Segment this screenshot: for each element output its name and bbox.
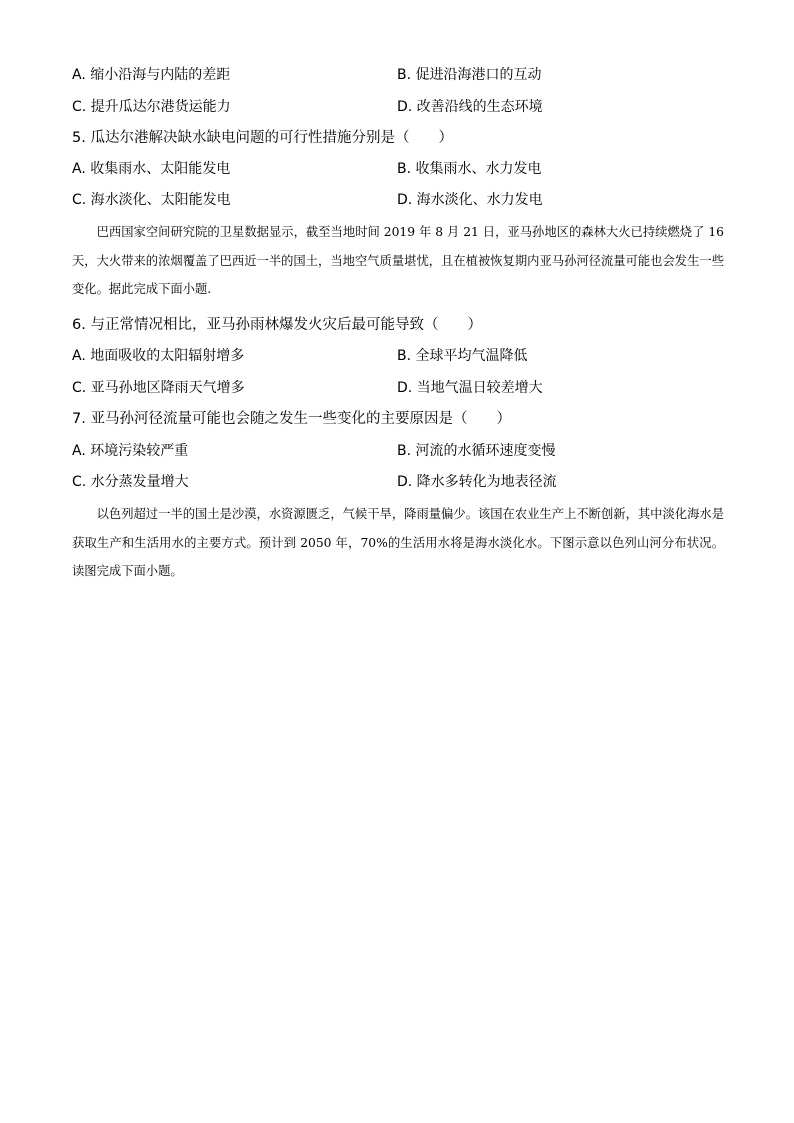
q5-option-c[interactable]: C. 海水淡化、太阳能发电 bbox=[72, 192, 231, 208]
q7-stem: 7. 亚马孙河径流量可能也会随之发生一些变化的主要原因是（ ） bbox=[72, 411, 511, 427]
q4-option-b[interactable]: B. 促进沿海港口的互动 bbox=[397, 67, 542, 83]
q4-option-c[interactable]: C. 提升瓜达尔港货运能力 bbox=[72, 99, 231, 115]
q6-option-c[interactable]: C. 亚马孙地区降雨天气增多 bbox=[72, 380, 245, 396]
q5-options-row-2 bbox=[0, 189, 794, 211]
q4-option-a[interactable]: A. 缩小沿海与内陆的差距 bbox=[72, 67, 231, 83]
q6-stem: 6. 与正常情况相比，亚马孙雨林爆发火灾后最可能导致（ ） bbox=[72, 317, 482, 333]
passage-israel-water: 以色列超过一半的国土是沙漠，水资源匮乏，气候干旱，降雨量偏少。该国在农业生产上不断创新，其中淡化海水是获取生产和生活用水的主要方式。预计到 2050 年，70%的生活用水将是海水淡化水。下图示意以色列山河分布状况。读图完成下面小题。 bbox=[72, 507, 724, 579]
q4-options-row-1 bbox=[0, 64, 794, 86]
q7-option-d[interactable]: D. 降水多转化为地表径流 bbox=[397, 474, 557, 490]
q6-options-row-1 bbox=[0, 345, 794, 367]
q6-option-a[interactable]: A. 地面吸收的太阳辐射增多 bbox=[72, 348, 245, 364]
passage-amazon-fire: 巴西国家空间研究院的卫星数据显示，截至当地时间 2019 年 8 月 21 日，亚马孙地区的森林大火已持续燃烧了 16 天，大火带来的浓烟覆盖了巴西近一半的国土，当地空气质量堪忧，且在植被恢复期内亚马孙河径流量可能也会发生一些变化。据此完成下面小题. bbox=[72, 225, 724, 297]
q5-stem: 5. 瓜达尔港解决缺水缺电问题的可行性措施分别是（ ） bbox=[72, 130, 453, 146]
q6-options-row-2 bbox=[0, 377, 794, 399]
q7-options-row-1 bbox=[0, 440, 794, 462]
q5-option-b[interactable]: B. 收集雨水、水力发电 bbox=[397, 161, 542, 177]
q5-options-row-1 bbox=[0, 158, 794, 180]
q4-option-d[interactable]: D. 改善沿线的生态环境 bbox=[397, 99, 543, 115]
q7-options-row-2 bbox=[0, 471, 794, 493]
q5-option-a[interactable]: A. 收集雨水、太阳能发电 bbox=[72, 161, 231, 177]
q7-option-a[interactable]: A. 环境污染较严重 bbox=[72, 443, 189, 459]
q6-option-b[interactable]: B. 全球平均气温降低 bbox=[397, 348, 528, 364]
q7-option-c[interactable]: C. 水分蒸发量增大 bbox=[72, 474, 189, 490]
q4-options-row-2 bbox=[0, 96, 794, 118]
q5-option-d[interactable]: D. 海水淡化、水力发电 bbox=[397, 192, 543, 208]
q6-option-d[interactable]: D. 当地气温日较差增大 bbox=[397, 380, 543, 396]
q7-option-b[interactable]: B. 河流的水循环速度变慢 bbox=[397, 443, 556, 459]
